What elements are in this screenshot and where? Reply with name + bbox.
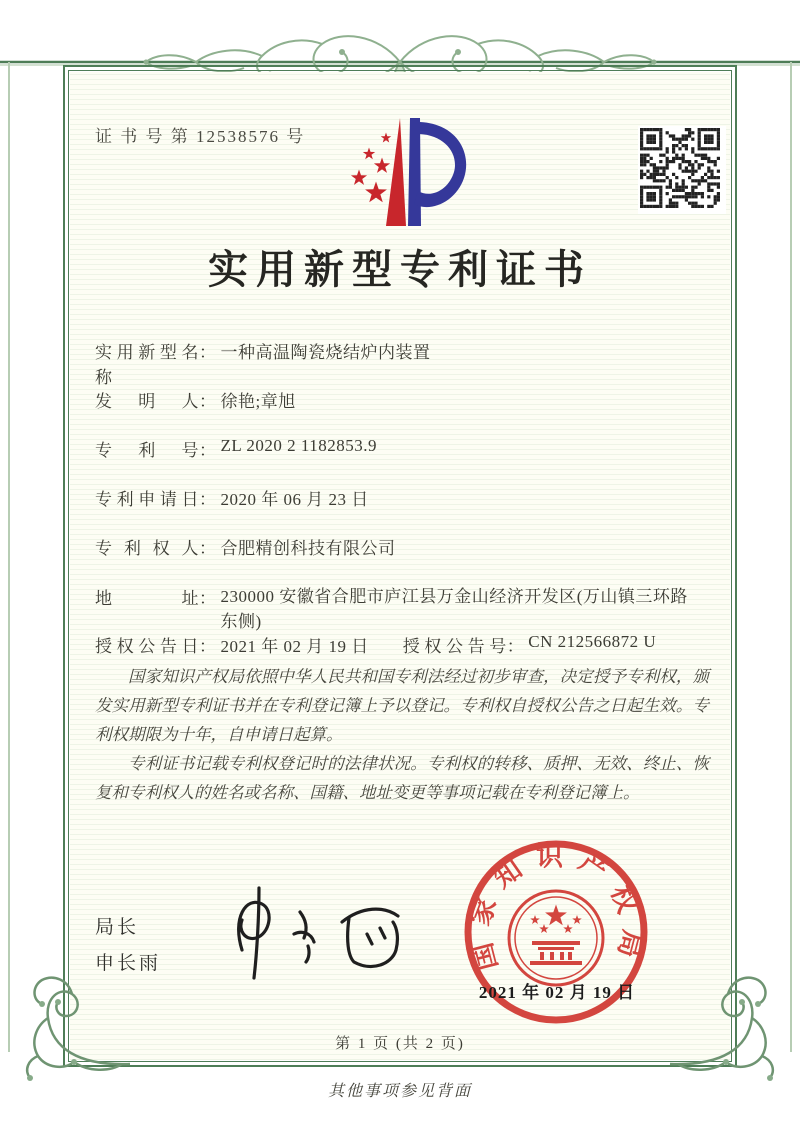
cnipa-patent-logo bbox=[330, 110, 468, 236]
field-colon: ： bbox=[199, 441, 217, 460]
certificate-title: 实用新型专利证书 bbox=[208, 247, 592, 292]
page-number: 第 1 页 (共 2 页) bbox=[335, 1036, 465, 1052]
right-edge-rule bbox=[790, 62, 792, 1052]
field-colon: ： bbox=[506, 637, 525, 656]
field-colon: ： bbox=[199, 589, 217, 608]
field-row-patentee bbox=[95, 534, 730, 559]
field-value: 2020 年 06 月 23 日 bbox=[220, 490, 369, 509]
field-label: 实用新型名称 bbox=[95, 343, 199, 387]
field-row-inventor bbox=[95, 387, 730, 412]
field-colon: ： bbox=[199, 637, 217, 656]
logo-blue-bar bbox=[408, 118, 421, 226]
field-value: 徐艳;章旭 bbox=[220, 392, 296, 411]
left-edge-rule bbox=[8, 62, 10, 1052]
field-value: CN 212566872 U bbox=[528, 632, 657, 651]
field-value: 2021 年 02 月 19 日 bbox=[220, 637, 369, 656]
back-side-note: 其他事项参见背面 bbox=[327, 1083, 472, 1100]
field-value: 230000 安徽省合肥市庐江县万金山经济开发区(万山镇三环路东侧) bbox=[220, 587, 688, 631]
field-label: 授权公告号 bbox=[402, 637, 507, 656]
field-row-name bbox=[95, 338, 730, 388]
field-row-grant bbox=[95, 632, 730, 657]
field-label: 地址 bbox=[95, 589, 199, 608]
handwritten-signature bbox=[212, 880, 422, 985]
field-row-patent-number bbox=[95, 436, 730, 461]
field-colon: ： bbox=[199, 490, 217, 509]
logo-stars bbox=[351, 133, 391, 203]
field-label: 专利申请日 bbox=[95, 490, 199, 509]
legal-text-block bbox=[95, 662, 709, 807]
seal-national-emblem bbox=[509, 891, 603, 985]
qr-code bbox=[638, 126, 726, 214]
field-colon: ： bbox=[199, 392, 217, 411]
seal-date: 2021 年 02 月 19 日 bbox=[478, 983, 636, 1002]
field-value: 一种高温陶瓷烧结炉内装置 bbox=[220, 343, 431, 362]
commissioner-name: 申长雨 bbox=[95, 953, 162, 974]
legal-paragraph-2: 专利证书记载专利权登记时的法律状况。专利权的转移、质押、无效、终止、恢复和专利权人的姓名或名称、国籍、地址变更等事项记载在专利登记簿上。 bbox=[95, 754, 709, 802]
seal-ring-text: 国家知识产权局 bbox=[463, 841, 649, 974]
commissioner-title: 局长 bbox=[95, 917, 140, 938]
legal-paragraph-1: 国家知识产权局依照中华人民共和国专利法经过初步审查，决定授予专利权，颁发实用新型专利证书并在专利登记簿上予以登记。专利权自授权公告之日起生效。专利权期限为十年，自申请日起算。 bbox=[95, 667, 709, 744]
field-value: 合肥精创科技有限公司 bbox=[220, 539, 396, 558]
field-label: 专利权人 bbox=[95, 539, 199, 558]
field-row-address bbox=[95, 584, 730, 634]
logo-red-wedge bbox=[386, 118, 406, 226]
field-colon: ： bbox=[199, 343, 217, 362]
logo-blue-bowl bbox=[414, 122, 466, 207]
field-label: 发明人 bbox=[95, 392, 199, 411]
field-label: 专利号 bbox=[95, 441, 199, 460]
field-value: ZL 2020 2 1182853.9 bbox=[220, 436, 378, 455]
field-row-filing-date bbox=[95, 485, 730, 510]
field-colon: ： bbox=[199, 539, 217, 558]
certificate-number: 证 书 号 第 12538576 号 bbox=[95, 127, 306, 146]
field-label: 授权公告日 bbox=[95, 637, 199, 656]
